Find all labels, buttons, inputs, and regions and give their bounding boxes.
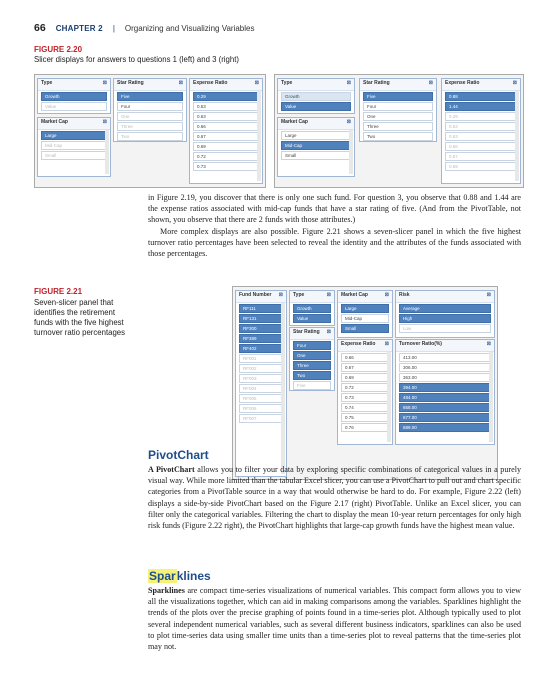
slicer-item[interactable]: RF389 — [239, 334, 283, 343]
slicer-item[interactable]: 363.00 — [399, 373, 491, 382]
slicer-item[interactable]: RF007 — [239, 414, 283, 423]
slicer-item[interactable]: RF002 — [239, 364, 283, 373]
slicer-item[interactable]: Four — [293, 341, 331, 350]
scrollbar[interactable] — [489, 352, 493, 442]
slicer-title: Type — [41, 80, 53, 86]
slicer-item[interactable]: 0.75 — [341, 413, 389, 422]
paragraph: More complex displays are also possible. Figure 2.21 shows a seven-slicer panel in which the five highest turnover ratio percentages have been selected to reveal the identity and the attributes of the funds associated with those percentages. — [148, 226, 521, 259]
seven-slicer-panel — [232, 286, 498, 480]
filter-icon[interactable]: ⊠ — [384, 292, 389, 298]
slicer-item[interactable]: 0.53 — [193, 102, 259, 111]
slicer-item[interactable]: Five — [363, 92, 433, 101]
slicer-item[interactable]: One — [363, 112, 433, 121]
slicer-item[interactable]: Five — [293, 381, 331, 390]
slicer-item[interactable]: One — [117, 112, 183, 121]
filter-icon[interactable]: ⊠ — [346, 119, 351, 125]
slicer-item[interactable]: Four — [363, 102, 433, 111]
slicer-item[interactable]: Small — [281, 151, 351, 160]
slicer-item[interactable]: Small — [41, 151, 107, 160]
slicer-item[interactable]: 0.69 — [341, 373, 389, 382]
slicer-item[interactable]: Average — [399, 304, 491, 313]
slicer-item[interactable]: 0.67 — [341, 363, 389, 372]
slicer-star-rating[interactable] — [289, 327, 335, 391]
chapter-title: Organizing and Visualizing Variables — [124, 24, 255, 33]
figure-2-21-caption: Seven-slicer panel that identifies the retirement funds with the five highest turnover ratio percentages — [34, 298, 126, 337]
slicer-item[interactable]: Growth — [41, 92, 107, 101]
scrollbar[interactable] — [105, 130, 109, 174]
slicer-item[interactable]: 0.66 — [445, 142, 517, 151]
paragraph: in Figure 2.19, you discover that there is only one such fund. For question 3, you observe that 0.88 and 1.44 are the expense ratios associated with mid-cap funds that have a star rating of five. (And from the PivotTable, not shown, you observe that there are 2 funds with those attributes.) — [148, 193, 521, 225]
slicer-item[interactable]: Growth — [281, 92, 351, 101]
slicer-item[interactable]: Large — [41, 131, 107, 140]
slicer-item[interactable]: Value — [293, 314, 331, 323]
slicer-title: Star Rating — [293, 329, 320, 335]
heading-rest: klines — [176, 569, 211, 583]
slicer-item[interactable]: 0.73 — [341, 393, 389, 402]
chapter-label: CHAPTER 2 — [55, 24, 103, 33]
slicer-item[interactable]: 0.76 — [341, 423, 389, 432]
slicer-item[interactable]: RF001 — [239, 354, 283, 363]
slicer-item[interactable]: Two — [363, 132, 433, 141]
slicer-title: Type — [281, 80, 293, 86]
slicer-item[interactable]: 0.73 — [193, 162, 259, 171]
slicer-item[interactable]: Five — [117, 92, 183, 101]
slicer-title: Market Cap — [341, 292, 368, 298]
slicer-item[interactable]: Growth — [293, 304, 331, 313]
slicer-item[interactable]: Large — [281, 131, 351, 140]
slicer-panel-left — [34, 74, 266, 188]
slicer-item[interactable]: 0.29 — [445, 112, 517, 121]
slicer-item[interactable]: RF006 — [239, 404, 283, 413]
slicer-item[interactable]: 0.63 — [193, 112, 259, 121]
scrollbar[interactable] — [349, 130, 353, 174]
slicer-item[interactable]: One — [293, 351, 331, 360]
slicer-title: Risk — [399, 292, 410, 298]
slicer-expense-ratio[interactable] — [189, 78, 263, 184]
slicer-item[interactable]: Small — [341, 324, 389, 333]
slicer-item[interactable]: RF131 — [239, 314, 283, 323]
slicer-item[interactable]: Three — [117, 122, 183, 131]
scrollbar[interactable] — [257, 91, 261, 181]
slicer-turnover-ratio[interactable] — [395, 339, 495, 445]
slicer-type[interactable] — [37, 78, 111, 114]
filter-icon[interactable]: ⊠ — [326, 292, 331, 298]
slicer-item[interactable]: Two — [293, 371, 331, 380]
slicer-item[interactable]: 689.00 — [399, 423, 491, 432]
figure-2-20-caption: Slicer displays for answers to questions 1 (left) and 3 (right) — [34, 55, 239, 64]
figure-2-20-label: FIGURE 2.20 — [34, 45, 83, 54]
slicer-item[interactable]: 484.00 — [399, 393, 491, 402]
slicer-item[interactable]: 0.69 — [193, 142, 259, 151]
page-header — [34, 22, 254, 34]
slicer-item[interactable]: 0.72 — [341, 383, 389, 392]
sparklines-paragraph — [148, 585, 521, 652]
pivotchart-term: A PivotChart — [148, 465, 195, 474]
pivotchart-text: allows you to filter your data by exploring specific combinations of categorical values in a purely visual way. While more limited than the tabular Excel slicer, you can use a PivotChart to pull out and chart specific categories from a PivotTable source in a way that would otherwise be hard to do. For example, Figure 2.22 (left) displays a side-by-side PivotChart based on the Figure 2.17 (right) PivotTable. Unlike an Excel slicer, you can filter only the categorical variables. Filtering the chart to display the mean 10-year return percentages for only high risk funds (Figure 2.22 right), the PivotChart highlights that large-cap growth funds have the highest mean value. — [148, 465, 522, 531]
filter-icon[interactable]: ⊠ — [102, 80, 107, 86]
filter-icon[interactable]: ⊠ — [102, 119, 107, 125]
slicer-item[interactable]: 0.88 — [445, 92, 517, 101]
slicer-star-rating[interactable] — [113, 78, 187, 142]
filter-icon[interactable]: ⊠ — [384, 341, 389, 347]
slicer-fund-number[interactable] — [235, 290, 287, 477]
figure-2-21-label: FIGURE 2.21 — [34, 287, 83, 296]
slicer-item[interactable]: RF003 — [239, 374, 283, 383]
filter-icon[interactable]: ⊠ — [428, 80, 433, 86]
slicer-title: Star Rating — [117, 80, 144, 86]
slicer-item[interactable]: Value — [41, 102, 107, 111]
filter-icon[interactable]: ⊠ — [254, 80, 259, 86]
slicer-item[interactable]: 306.00 — [399, 363, 491, 372]
slicer-item[interactable]: 0.69 — [445, 162, 517, 171]
sparklines-term: Sparklines — [148, 586, 185, 595]
slicer-item[interactable]: Mid-Cap — [341, 314, 389, 323]
slicer-item[interactable]: 0.67 — [445, 152, 517, 161]
slicer-type[interactable] — [277, 78, 355, 114]
slicer-type[interactable] — [289, 290, 335, 326]
slicer-item[interactable]: RF402 — [239, 344, 283, 353]
highlighted-text: Spar — [149, 569, 176, 583]
sparklines-heading — [148, 569, 211, 583]
slicer-item[interactable]: 0.74 — [341, 403, 389, 412]
slicer-item[interactable]: 394.00 — [399, 383, 491, 392]
slicer-market-cap[interactable] — [37, 117, 111, 177]
page-number: 66 — [34, 22, 46, 34]
filter-icon[interactable]: ⊠ — [486, 292, 491, 298]
slicer-item[interactable]: Three — [363, 122, 433, 131]
slicer-item[interactable]: 0.29 — [193, 92, 259, 101]
slicer-item[interactable]: 677.00 — [399, 413, 491, 422]
slicer-item[interactable]: 0.72 — [193, 152, 259, 161]
slicer-title: Turnover Ratio(%) — [399, 341, 442, 347]
scrollbar[interactable] — [515, 91, 519, 181]
filter-icon[interactable]: ⊠ — [346, 80, 351, 86]
slicer-item[interactable]: Four — [117, 102, 183, 111]
slicer-title: Expense Ratio — [341, 341, 376, 347]
slicer-risk[interactable] — [395, 290, 495, 338]
body-paragraphs — [148, 192, 521, 259]
slicer-panel-right — [274, 74, 524, 188]
slicer-title: Expense Ratio — [445, 80, 480, 86]
slicer-title: Star Rating — [363, 80, 390, 86]
slicer-item[interactable]: Two — [117, 132, 183, 141]
slicer-item[interactable]: RF004 — [239, 384, 283, 393]
pivotchart-heading: PivotChart — [148, 448, 209, 462]
slicer-item[interactable]: 0.67 — [193, 132, 259, 141]
slicer-item[interactable]: RF111 — [239, 304, 283, 313]
filter-icon[interactable]: ⊠ — [278, 292, 283, 298]
slicer-item[interactable]: 0.53 — [445, 122, 517, 131]
slicer-item[interactable]: Value — [281, 102, 351, 111]
header-separator: | — [112, 24, 115, 33]
slicer-title: Type — [293, 292, 305, 298]
slicer-title: Expense Ratio — [193, 80, 228, 86]
slicer-item[interactable]: High — [399, 314, 491, 323]
slicer-item[interactable]: 658.00 — [399, 403, 491, 412]
scrollbar[interactable] — [387, 352, 391, 442]
filter-icon[interactable]: ⊠ — [326, 329, 331, 335]
slicer-item[interactable]: Three — [293, 361, 331, 370]
slicer-expense-ratio[interactable] — [441, 78, 521, 184]
slicer-item[interactable]: 0.63 — [445, 132, 517, 141]
slicer-star-rating[interactable] — [359, 78, 437, 142]
scrollbar[interactable] — [281, 303, 285, 474]
sparklines-text: are compact time-series visualizations of numerical variables. This compact form allows you to view all the visualizations together, which can aid in making comparisons among the variables. Sparklines highlight the trends of the plots over the precise graphing of points found in a time-series plot. Although typically used to plot several independent numerical variables, such as several different business indicators, sparklines can also be used to plot time-series data using smaller time units than a time-series plot to reveal patterns that the time-series plot may not. — [148, 586, 521, 652]
slicer-item[interactable]: RF005 — [239, 394, 283, 403]
slicer-title: Fund Number — [239, 292, 272, 298]
slicer-item[interactable]: Low — [399, 324, 491, 333]
filter-icon[interactable]: ⊠ — [486, 341, 491, 347]
slicer-item[interactable]: RF300 — [239, 324, 283, 333]
slicer-item[interactable]: Mid-Cap — [281, 141, 351, 150]
slicer-expense-ratio[interactable] — [337, 339, 393, 445]
pivotchart-paragraph — [148, 464, 521, 531]
filter-icon[interactable]: ⊠ — [178, 80, 183, 86]
slicer-item[interactable]: Large — [341, 304, 389, 313]
slicer-item[interactable]: 0.66 — [341, 353, 389, 362]
slicer-title: Market Cap — [281, 119, 308, 125]
slicer-market-cap[interactable] — [337, 290, 393, 338]
slicer-item[interactable]: 413.00 — [399, 353, 491, 362]
slicer-item[interactable]: 0.66 — [193, 122, 259, 131]
filter-icon[interactable]: ⊠ — [512, 80, 517, 86]
slicer-item[interactable]: Mid-Cap — [41, 141, 107, 150]
slicer-item[interactable]: 1.44 — [445, 102, 517, 111]
slicer-market-cap[interactable] — [277, 117, 355, 177]
slicer-title: Market Cap — [41, 119, 68, 125]
